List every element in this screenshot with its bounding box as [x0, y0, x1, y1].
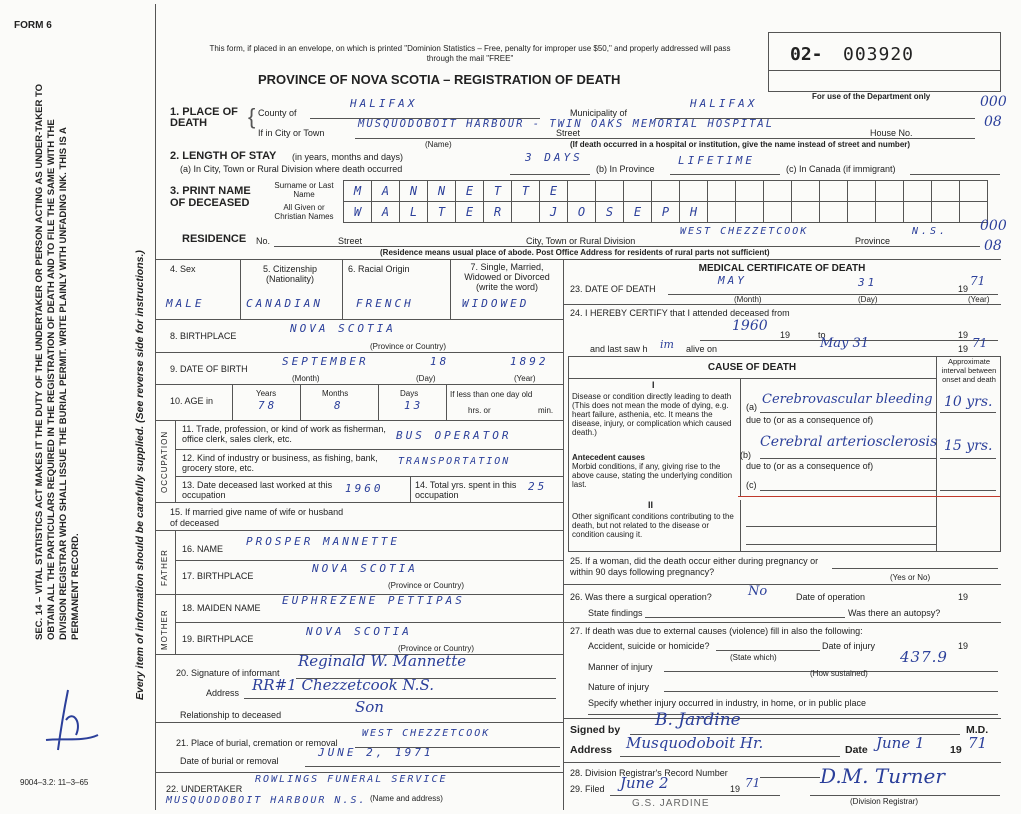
s18-label: 18. MAIDEN NAME	[182, 603, 261, 613]
s5-value: CANADIAN	[246, 297, 323, 310]
s3-given-label: All Given or Christian Names	[274, 203, 334, 221]
s27-code: 437.9	[900, 648, 948, 666]
name-grid-cell: E	[539, 180, 568, 202]
s2-c-label: (c) In Canada (if immigrant)	[786, 164, 896, 174]
residence-no-label: No.	[256, 236, 271, 246]
name-grid-cell: L	[399, 201, 428, 223]
name-grid-cell	[875, 201, 904, 223]
s25-sub: (Yes or No)	[890, 573, 931, 582]
name-grid-cell	[931, 180, 960, 202]
s1-municipality: HALIFAX	[690, 97, 758, 110]
s29-registrar-signature: D.M. Turner	[820, 764, 945, 788]
s26-findings-label: State findings	[588, 608, 643, 618]
s1-name-label: (Name)	[425, 140, 452, 149]
name-grid-cell: P	[651, 201, 680, 223]
cause-part1: I	[652, 380, 655, 390]
name-grid-cell	[763, 180, 792, 202]
name-grid-cell: T	[427, 201, 456, 223]
s24-last-label: and last saw h	[590, 344, 648, 354]
s15-label: 15. If married give name of wife or husband of deceased	[170, 507, 344, 528]
name-grid-cell	[903, 201, 932, 223]
s6-value: FRENCH	[356, 297, 414, 310]
s1-code-a: 000	[980, 94, 1007, 110]
s23-month: MAY	[718, 274, 747, 287]
s24-century-a: 19	[780, 330, 791, 340]
name-grid-cell	[847, 180, 876, 202]
name-grid-cell	[679, 180, 708, 202]
s8-value: NOVA SCOTIA	[290, 322, 396, 335]
s27-manner-label: Manner of injury	[588, 662, 653, 672]
s27-how-label: (How sustained)	[810, 669, 868, 678]
s22-value2: MUSQUODOBOIT HARBOUR N.S.	[166, 795, 367, 806]
s27-date-injury-label: Date of injury	[822, 641, 876, 651]
name-grid-cell	[623, 180, 652, 202]
s29-stamp: G.S. JARDINE	[632, 798, 710, 809]
s29-century: 19	[730, 784, 741, 794]
s11-value: BUS OPERATOR	[396, 429, 512, 442]
signed-address: Musquodoboit Hr.	[626, 734, 764, 752]
name-grid-cell	[875, 180, 904, 202]
s20-label: 20. Signature of informant	[176, 668, 280, 678]
s25-label: 25. If a woman, did the death occur either during pregnancy or within 90 days following pregnancy?	[570, 556, 819, 577]
mother-label: MOTHER	[160, 609, 169, 650]
signed-century: 19	[950, 744, 962, 756]
s27-label: 27. If death was due to external causes (violence) fill in also the following:	[570, 626, 863, 636]
s2-b-value: LIFETIME	[678, 154, 755, 167]
s1-city: MUSQUODOBOIT HARBOUR - TWIN OAKS MEMORIAL HOSPITAL	[358, 118, 775, 130]
s10-months: 8	[334, 399, 344, 412]
s24-century-b: 19	[958, 330, 969, 340]
s1-code-b: 08	[984, 114, 1002, 130]
cause-antecedent-label: Antecedent causes	[572, 453, 645, 462]
s21-value: WEST CHEZZETCOOK	[362, 728, 491, 739]
s10-min-label: min.	[538, 406, 554, 415]
name-grid-cell	[735, 201, 764, 223]
name-grid-cell: T	[483, 180, 512, 202]
s23-label: 23. DATE OF DEATH	[570, 284, 656, 294]
s16-label: 16. NAME	[182, 544, 224, 554]
s20-address: RR#1 Chezzetcook N.S.	[252, 676, 434, 694]
s26-date-label: Date of operation	[796, 592, 866, 602]
s3-label: 3. PRINT NAME OF DECEASED	[170, 185, 251, 209]
s23-day-label: (Day)	[858, 295, 878, 304]
occupation-label: OCCUPATION	[160, 430, 169, 493]
name-grid-cell	[819, 201, 848, 223]
s13-value: 1960	[345, 482, 384, 495]
side-note-act: SEC. 14 – VITAL STATISTICS ACT MAKES IT THE DUTY OF THE UNDERTAKER OR PERSON ACTING AS UNDER-TAKER TO OBTAIN ALL THE PARTICULARS REQUIRED IN THE REGISTRATION OF DEATH AND TO FILE THE SAME WITH THE DIVISION REGISTRAR WHO SHALL ISSUE THE BURIAL PERMIT. WRITE PLAINLY WITH UNFADING INK. THIS IS A PERMANENT RECORD.	[34, 84, 81, 640]
s9-month: SEPTEMBER	[282, 355, 369, 368]
signed-md: M.D.	[966, 724, 989, 736]
father-label: FATHER	[160, 549, 169, 586]
residence-city-label: City, Town or Rural Division	[526, 236, 636, 246]
s24-last-date: May 31	[820, 336, 870, 351]
name-grid-cell: E	[623, 201, 652, 223]
name-grid-cell: S	[595, 201, 624, 223]
s4-label: 4. Sex	[170, 264, 196, 274]
s9-month-label: (Month)	[292, 374, 320, 383]
residence-code-b: 08	[984, 238, 1002, 254]
s28-label: 28. Division Registrar's Record Number	[570, 768, 728, 778]
cause-due-b: due to (or as a consequence of)	[746, 461, 874, 471]
s27-nature-label: Nature of injury	[588, 682, 650, 692]
residence-note: (Residence means usual place of abode. Post Office Address for residents of rural parts not sufficient)	[380, 248, 770, 257]
name-grid-cell: J	[539, 201, 568, 223]
name-grid-cell: A	[371, 201, 400, 223]
cause-part2: II	[648, 500, 654, 510]
s23-month-label: (Month)	[734, 295, 762, 304]
s21-date-label: Date of burial or removal	[180, 756, 279, 766]
name-grid-cell	[595, 180, 624, 202]
residence-label: RESIDENCE	[182, 233, 247, 245]
signed-date: June 1	[876, 734, 925, 752]
s2-label: 2. LENGTH OF STAY	[170, 150, 277, 162]
cause-b-interval: 15 yrs.	[944, 438, 993, 454]
name-grid-cell	[959, 180, 988, 202]
s21-label: 21. Place of burial, cremation or removal	[176, 738, 338, 748]
s9-label: 9. DATE OF BIRTH	[170, 364, 248, 374]
cause-interval-label: Approximate interval between onset and death	[941, 357, 997, 384]
s7-label: 7. Single, Married, Widowed or Divorced (write the word)	[464, 262, 550, 292]
s21-date: JUNE 2, 1971	[318, 746, 434, 759]
s22-value: ROWLINGS FUNERAL SERVICE	[255, 774, 448, 785]
name-grid-cell	[903, 180, 932, 202]
s19-sub: (Province or Country)	[398, 644, 475, 653]
residence-code-a: 000	[980, 218, 1007, 234]
frame-left	[155, 4, 156, 810]
name-grid-cell	[707, 180, 736, 202]
name-grid-cell: N	[427, 180, 456, 202]
s10-years-label: Years	[256, 389, 277, 398]
name-grid-cell	[651, 180, 680, 202]
name-grid-cell	[735, 180, 764, 202]
name-grid-cell: A	[371, 180, 400, 202]
s1-county: HALIFAX	[350, 97, 418, 110]
s7-value: WIDOWED	[462, 297, 530, 310]
name-grid-cell	[763, 201, 792, 223]
s22-sub: (Name and address)	[370, 794, 443, 803]
medical-title: MEDICAL CERTIFICATE OF DEATH	[698, 263, 866, 274]
s10-label: 10. AGE in	[170, 396, 214, 406]
s8-label: 8. BIRTHPLACE	[170, 331, 237, 341]
s16-value: PROSPER MANNETTE	[246, 535, 400, 548]
s6-label: 6. Racial Origin	[348, 264, 410, 274]
name-grid-cell: E	[455, 180, 484, 202]
s10-under-label: If less than one day old	[450, 390, 533, 399]
residence-city: WEST CHEZZETCOOK	[680, 226, 809, 237]
s20-rel-label: Relationship to deceased	[180, 710, 282, 720]
s8-sub: (Province or Country)	[370, 342, 447, 351]
s10-days: 13	[404, 399, 424, 412]
name-grid-cell	[791, 180, 820, 202]
name-grid-cell: H	[679, 201, 708, 223]
cause-a-label: (a)	[746, 402, 757, 412]
name-grid-cell: E	[455, 201, 484, 223]
s1-county-label: County of	[258, 108, 297, 118]
s10-hrs-label: hrs. or	[468, 406, 491, 415]
s4-value: MALE	[166, 297, 205, 310]
name-grid-cell: N	[399, 180, 428, 202]
s27-century: 19	[958, 641, 969, 651]
s9-day: 18	[430, 355, 450, 368]
s20-address-label: Address	[206, 688, 240, 698]
s17-sub: (Province or Country)	[388, 581, 465, 590]
cause-a-value: Cerebrovascular bleeding	[762, 392, 933, 407]
s24-last-mid: im	[660, 338, 674, 351]
cause-b-value: Cerebral arteriosclerosis	[760, 434, 938, 450]
name-grid-cell: O	[567, 201, 596, 223]
form-number: FORM 6	[14, 20, 52, 31]
s23-year-label: (Year)	[968, 295, 990, 304]
signed-year: 71	[968, 734, 988, 752]
name-grid-cell	[567, 180, 596, 202]
s24-last-year: 71	[972, 336, 988, 350]
signed-signature: B. Jardine	[655, 710, 741, 730]
s23-day: 31	[858, 276, 878, 289]
s2-a-value: 3 DAYS	[525, 151, 583, 164]
s10-years: 78	[258, 399, 278, 412]
cause-b-label: (b)	[740, 450, 751, 460]
s27-state-label: (State which)	[730, 653, 777, 662]
s2-a-label: (a) In City, Town or Rural Division where death occurred	[180, 164, 403, 174]
s1-hospital-note: (If death occurred in a hospital or institution, give the name instead of street and number)	[570, 140, 911, 149]
s26-value: No	[748, 584, 768, 599]
name-grid-cell: W	[343, 201, 372, 223]
name-grid-cell	[707, 201, 736, 223]
s24-to-label: to	[818, 330, 826, 340]
reg-number: 003920	[843, 44, 915, 65]
s29-registrar-label: (Division Registrar)	[850, 797, 919, 806]
s24-alive-on: alive on	[686, 344, 718, 354]
s9-year-label: (Year)	[514, 374, 536, 383]
s14-label: 14. Total yrs. spent in this occupation	[415, 480, 517, 500]
s24-century-c: 19	[958, 344, 969, 354]
s1-street-label: Street	[556, 128, 581, 138]
s20-signature: Reginald W. Mannette	[298, 652, 467, 670]
margin-initials	[38, 680, 108, 770]
s12-value: TRANSPORTATION	[398, 456, 511, 467]
s26-label: 26. Was there a surgical operation?	[570, 592, 712, 602]
s29-label: 29. Filed	[570, 784, 605, 794]
s17-label: 17. BIRTHPLACE	[182, 571, 254, 581]
residence-province-label: Province	[855, 236, 891, 246]
s3-surname-label: Surname or Last Name	[274, 181, 334, 199]
s19-label: 19. BIRTHPLACE	[182, 634, 254, 644]
s17-value: NOVA SCOTIA	[312, 562, 418, 575]
s10-days-label: Days	[400, 389, 419, 398]
s9-day-label: (Day)	[416, 374, 436, 383]
s1-label: 1. PLACE OF DEATH	[170, 106, 238, 129]
residence-province: N.S.	[912, 226, 949, 237]
s29-date: June 2	[620, 774, 669, 792]
s27-specify-label: Specify whether injury occurred in industry, in home, or in public place	[588, 698, 866, 708]
cause-other-label: Other significant conditions contributing to the death, but not related to the disease or condition causing it.	[572, 512, 734, 539]
side-note-instructions: Every item of information should be carefully supplied. (See reverse side for instructions.)	[134, 250, 146, 700]
cause-c-label: (c)	[746, 480, 757, 490]
s14-value: 25	[528, 480, 548, 493]
signed-label: Signed by	[570, 724, 621, 736]
s13-label: 13. Date deceased last worked at this occupation	[182, 480, 333, 500]
dept-use: For use of the Department only	[812, 92, 931, 101]
cause-due-a: due to (or as a consequence of)	[746, 415, 874, 425]
s1-municipality-label: Municipality of	[570, 108, 628, 118]
s11-label: 11. Trade, profession, or kind of work as fisherman, office clerk, sales clerk, etc.	[182, 424, 386, 444]
s1-city-label: If in City or Town	[258, 128, 325, 138]
s5-label: 5. Citizenship (Nationality)	[262, 264, 318, 284]
s2-b-label: (b) In Province	[596, 164, 655, 174]
name-grid-cell	[819, 180, 848, 202]
s12-label: 12. Kind of industry or business, as fishing, bank, grocery store, etc.	[182, 453, 378, 473]
s24-label: 24. I HEREBY CERTIFY that I attended deceased from	[570, 308, 790, 318]
cause-title: CAUSE OF DEATH	[707, 362, 797, 373]
name-grid-cell	[511, 201, 540, 223]
s10-months-label: Months	[322, 389, 349, 398]
signed-date-label: Date	[845, 744, 868, 756]
s2-sub: (in years, months and days)	[292, 152, 404, 162]
s26-autopsy-label: Was there an autopsy?	[848, 608, 941, 618]
s19-value: NOVA SCOTIA	[306, 625, 412, 638]
name-grid-cell: M	[343, 180, 372, 202]
name-grid-cell: R	[483, 201, 512, 223]
signed-address-label: Address	[570, 744, 613, 756]
s1-house-label: House No.	[870, 128, 913, 138]
name-grid-cell	[791, 201, 820, 223]
cause-a-interval: 10 yrs.	[944, 394, 993, 410]
name-grid-cell	[931, 201, 960, 223]
s22-label: 22. UNDERTAKER	[166, 784, 243, 794]
name-grid-cell: T	[511, 180, 540, 202]
s9-year: 1892	[510, 355, 549, 368]
form-title: PROVINCE OF NOVA SCOTIA – REGISTRATION OF DEATH	[258, 72, 621, 87]
s24-from: 1960	[732, 318, 768, 334]
s23-year: 71	[970, 274, 986, 288]
residence-street-label: Street	[338, 236, 363, 246]
s20-relationship: Son	[355, 698, 384, 716]
s27-accident-label: Accident, suicide or homicide?	[588, 641, 710, 651]
s29-year: 71	[745, 776, 761, 790]
cause-antecedent-sub: Morbid conditions, if any, giving rise to the above cause, stating the underlying condition last.	[572, 462, 733, 489]
s23-century: 19	[958, 284, 969, 294]
cause-direct-label: Disease or condition directly leading to death (This does not mean the mode of dying, e.g. heart failure, asthenia, etc. It means the disease, injury, or complication which caused death.)	[572, 392, 732, 437]
mail-notice: This form, if placed in an envelope, on which is printed "Dominion Statistics – Free, penalty for improper use $50," and properly addressed will pass through the mail "FREE"	[209, 44, 731, 63]
s18-value: EUPHREZENE PETTIPAS	[282, 594, 465, 607]
name-grid-cell	[847, 201, 876, 223]
s26-century: 19	[958, 592, 969, 602]
reg-prefix: 02-	[790, 44, 823, 65]
print-code: 9004–3.2: 11–3–65	[20, 778, 89, 787]
